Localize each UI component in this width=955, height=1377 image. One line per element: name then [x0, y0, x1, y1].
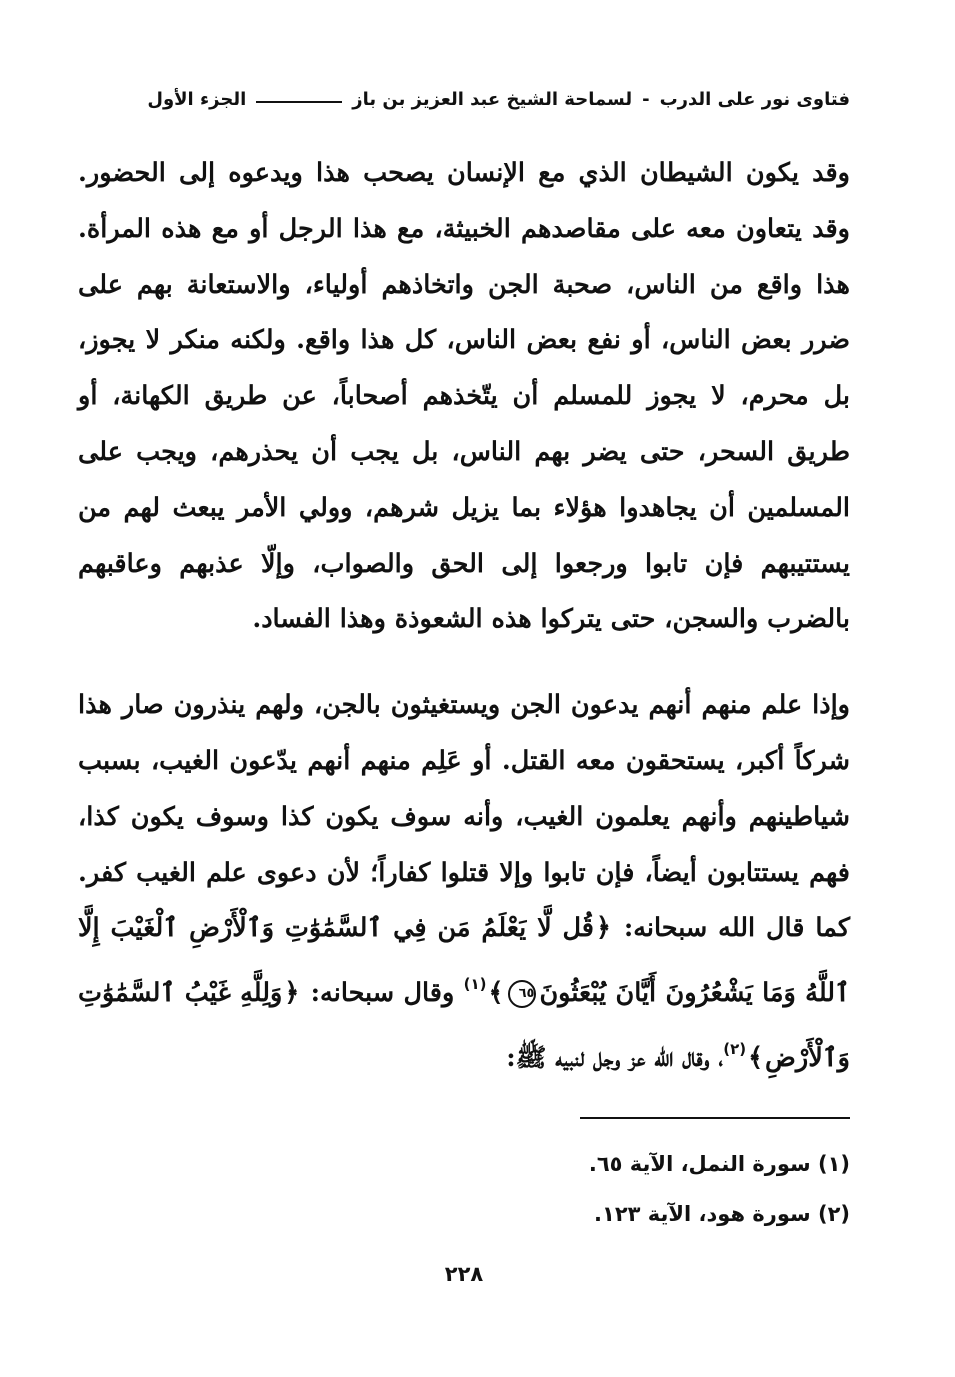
paragraph-2-text-c: ، وقال الله عز وجل لنبيه ﷺ:	[506, 1042, 724, 1073]
paragraph-2-text-b: وقال سبحانه:	[310, 978, 455, 1009]
header-separator: -	[642, 88, 650, 110]
quran-quote-2: وَلِلَّهِ غَيْبُ ٱلسَّمَٰوَٰتِ وَٱلْأَرْضِ	[78, 978, 850, 1073]
footnote-2: (٢) سورة هود، الآية ١٢٣.	[594, 1202, 850, 1226]
quran-close-bracket: ﴾	[488, 978, 504, 1009]
book-page	[78, 82, 850, 1322]
main-text	[78, 146, 850, 1087]
page-number: ٢٢٨	[444, 1262, 484, 1286]
quran-open-bracket-2: ﴿	[284, 978, 300, 1009]
footnotes	[78, 1139, 850, 1239]
paragraph-2	[78, 678, 850, 1087]
paragraph-1: وقد يكون الشيطان الذي مع الإنسان يصحب هذا ويدعوه إلى الحضور. وقد يتعاون معه على مقاصدهم الخبيثة، مع هذا الرجل أو مع هذه المرأة. هذا واقع من الناس، صحبة الجن واتخاذهم أولياء، والاستعانة بهم على ضرر بعض الناس، أو نفع بعض الناس، كل هذا واقع. ولكنه منكر لا يجوز، بل محرم، لا يجوز للمسلم أن يتّخذهم أصحاباً، عن طريق الكهانة، أو طريق السحر، حتى يضر بهم الناس، بل يجب أن يحذرهم، ويجب على المسلمين أن يجاهدوا هؤلاء بما يزيل شرهم، وولي الأمر يبعث لهم من يستتيبهم فإن تابوا ورجعوا إلى الحق والصواب، وإلّا عذبهم وعاقبهم بالضرب والسجن، حتى يتركوا هذه الشعوذة وهذا الفساد.	[78, 158, 850, 635]
running-header	[78, 82, 850, 116]
ayah-number-mark: ٦٥	[508, 980, 536, 1008]
paragraph-2-text-a: وإذا علم منهم أنهم يدعون الجن ويستغيثون بالجن، ولهم ينذرون صار هذا شركاً أكبر، يستحقون معه القتل. أو عَلِم منهم أنهم يدّعون الغيب، بسبب شياطينهم وأنهم يعلمون الغيب، وأنه سوف يكون كذا وسوف يكون كذا، فهم يستتابون أيضاً، فإن تابوا وإلا قتلوا كفاراً؛ لأن دعوى علم الغيب كفر. كما قال الله سبحانه:	[78, 690, 851, 944]
footnote-divider	[580, 1117, 850, 1119]
footnote-ref-2[interactable]: (٢)	[723, 1039, 747, 1058]
quran-close-bracket-2: ﴾	[748, 1042, 764, 1073]
quran-quote-1: قُل لَّا يَعْلَمُ مَن فِي ٱلسَّمَٰوَٰتِ وَٱلْأَرْضِ ٱلْغَيْبَ إِلَّا ٱللَّهُ وَمَا يَشْعُرُونَ أَيَّانَ يُبْعَثُونَ	[78, 913, 850, 1009]
quran-open-bracket: ﴿	[596, 913, 611, 944]
header-author: لسماحة الشيخ عبد العزيز بن باز	[352, 88, 633, 110]
header-volume: الجزء الأول	[147, 88, 247, 110]
footnote-ref-1[interactable]: (١)	[463, 975, 487, 994]
header-rule	[256, 101, 342, 103]
header-book-title: فتاوى نور على الدرب	[659, 88, 850, 110]
footnote-1: (١) سورة النمل، الآية ٦٥.	[588, 1152, 850, 1176]
